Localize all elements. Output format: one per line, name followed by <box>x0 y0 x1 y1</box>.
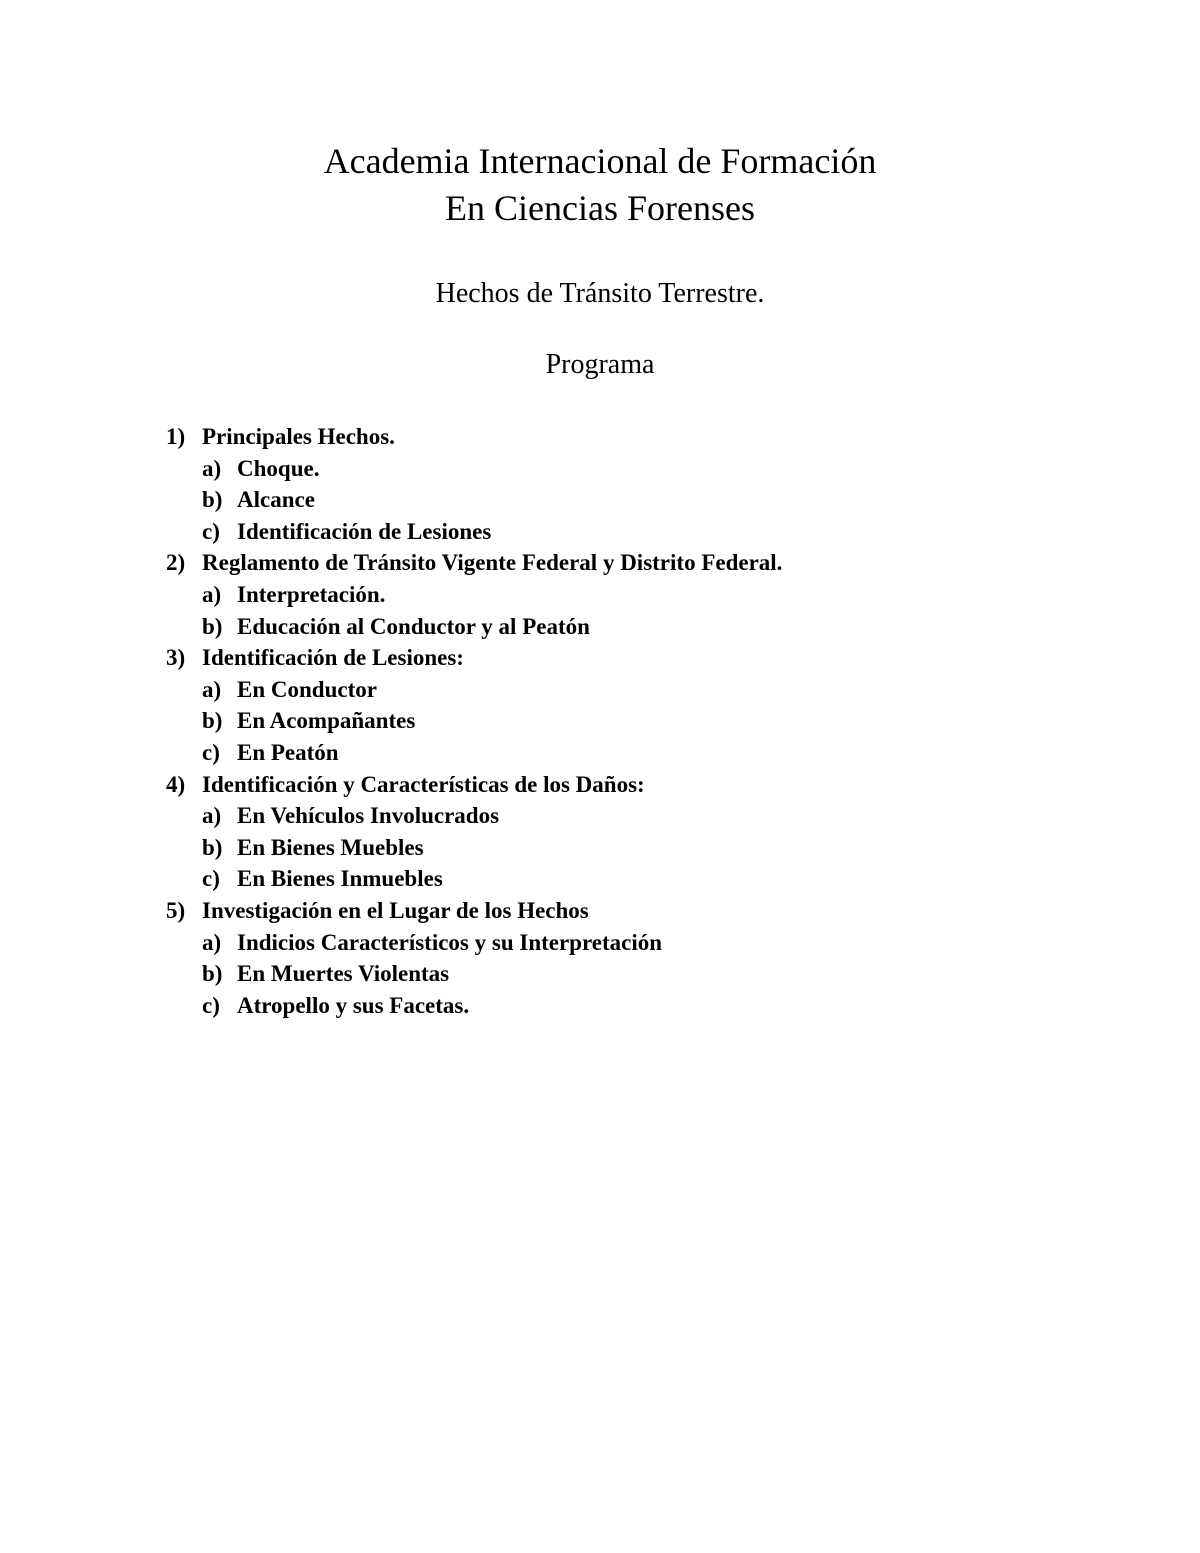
outline-item-4 <box>166 769 1126 801</box>
outline-item-2 <box>166 547 1126 579</box>
outline-item-text: Identificación de Lesiones: <box>202 645 464 671</box>
title-line-1: Academia Internacional de Formación <box>323 141 877 181</box>
outline-subitem-text: Alcance <box>237 487 315 513</box>
outline-subitem-letter: b) <box>202 708 223 734</box>
outline-subitem-1b <box>166 484 1126 516</box>
outline-item-number: 4) <box>166 771 186 797</box>
outline-subitem-letter: c) <box>202 518 220 544</box>
outline-subitem-letter: c) <box>202 992 220 1018</box>
outline-subitem-text: En Peatón <box>237 739 339 765</box>
outline-subitem-letter: b) <box>202 487 223 513</box>
outline-subitem-text: En Bienes Muebles <box>237 834 424 860</box>
outline-subitem-text: En Bienes Inmuebles <box>237 866 443 892</box>
outline-subitem-2a <box>166 579 1126 611</box>
document-title <box>0 138 1200 232</box>
document-subtitle: Hechos de Tránsito Terrestre. <box>435 278 765 309</box>
outline-subitem-text: Atropello y sus Facetas. <box>237 992 470 1018</box>
outline-subitem-3a <box>166 674 1126 706</box>
outline-subitem-letter: c) <box>202 866 220 892</box>
outline-subitem-letter: a) <box>202 581 222 607</box>
outline-subitem-text: En Conductor <box>237 676 377 702</box>
outline-item-5 <box>166 895 1126 927</box>
outline-item-number: 3) <box>166 645 186 671</box>
outline-item-text: Principales Hechos. <box>202 424 395 449</box>
outline-item-3 <box>166 642 1126 674</box>
outline-subitem-5b <box>166 958 1126 990</box>
outline-subitem-text: Choque. <box>237 455 320 481</box>
outline-subitem-text: Interpretación. <box>237 581 386 607</box>
outline-subitem-text: En Muertes Violentas <box>237 961 450 987</box>
outline-subitem-letter: b) <box>202 834 223 860</box>
outline-subitem-3c <box>166 737 1126 769</box>
outline-item-number: 2) <box>166 550 186 576</box>
outline-subitem-text: En Vehículos Involucrados <box>237 803 500 829</box>
outline-item-1 <box>166 421 1126 453</box>
outline-subitem-letter: a) <box>202 803 222 829</box>
outline-subitem-text: En Acompañantes <box>237 708 416 734</box>
outline-subitem-3b <box>166 705 1126 737</box>
outline-item-number: 5) <box>166 897 186 923</box>
outline-subitem-letter: b) <box>202 961 223 987</box>
outline-subitem-letter: a) <box>202 455 222 481</box>
outline-subitem-2b <box>166 611 1126 643</box>
outline-subitem-4b <box>166 832 1126 864</box>
outline-subitem-text: Indicios Característicos y su Interpretación <box>237 929 663 955</box>
outline-item-text: Identificación y Características de los Daños: <box>202 771 645 797</box>
outline-subitem-1c <box>166 516 1126 548</box>
outline-item-number: 1) <box>166 424 186 449</box>
outline-subitem-letter: c) <box>202 739 220 765</box>
outline-subitem-5c <box>166 990 1126 1022</box>
outline-item-text: Reglamento de Tránsito Vigente Federal y Distrito Federal. <box>202 550 783 576</box>
outline-subitem-5a <box>166 927 1126 959</box>
outline-subitem-text: Identificación de Lesiones <box>237 518 492 544</box>
program-outline <box>166 421 1126 1021</box>
program-heading: Programa <box>545 349 655 380</box>
outline-subitem-4c <box>166 863 1126 895</box>
outline-subitem-letter: a) <box>202 676 222 702</box>
outline-subitem-1a <box>166 453 1126 485</box>
outline-subitem-4a <box>166 800 1126 832</box>
title-line-2: En Ciencias Forenses <box>445 188 755 228</box>
outline-item-text: Investigación en el Lugar de los Hechos <box>202 897 589 923</box>
outline-subitem-text: Educación al Conductor y al Peatón <box>237 613 590 639</box>
outline-subitem-letter: a) <box>202 929 222 955</box>
outline-subitem-letter: b) <box>202 613 223 639</box>
